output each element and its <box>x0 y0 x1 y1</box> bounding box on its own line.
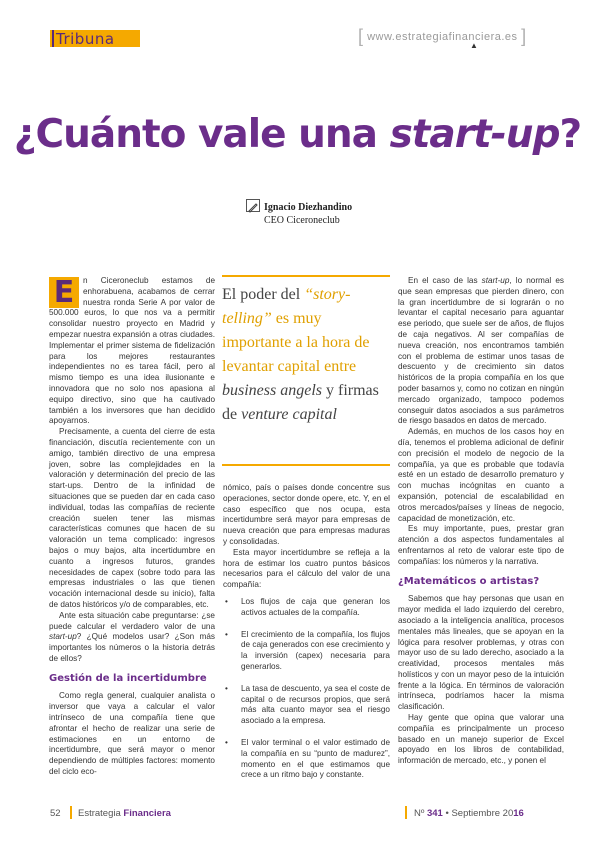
paragraph: Esta mayor incertidumbre se refleja a la hora de estimar los cuatro puntos básicos necesarios para el cálculo del valor de una compañía: <box>223 547 390 590</box>
list-item: • Los flujos de caja que generan los activos actuales de la compañía. <box>225 596 390 617</box>
paragraph: E n Ciceroneclub estamos de enhorabuena, acabamos de cerrar nuestra ronda Serie A por valor de 500.000 euros, lo que nos va a permitir consolidar nuestro proyecto en Madrid y empezar nuestra expansión a otras ciudades. Implementar el primer sistema de fidelización para los mejores restaurantes independientes no es tarea fácil, pero al mismo tiempo es una idea ilusionante e innovadora que no solo nos apasiona al equipo directivo, sino que ha cautivado también a los inversores que han decidido apoyarnos. <box>49 275 215 426</box>
author-role: CEO Ciceroneclub <box>264 215 340 226</box>
section-tag-bar <box>52 30 54 47</box>
cursor-icon: ▲ <box>470 41 478 50</box>
author-block <box>264 201 352 227</box>
list-item: • El valor terminal o el valor estimado de la compañía en su “punto de madurez”, momento en el que estimamos que crece a un ritmo bajo y constante. <box>225 737 390 780</box>
magazine-name: Estrategia Financiera <box>78 808 171 819</box>
column-1 <box>49 276 215 778</box>
paragraph: Hay gente que opina que valorar una compañía es principalmente un proceso basado en un manejo superior de Excel apoyado en los libros de contabilidad, información de mercado, etc., y ponen el <box>398 713 564 766</box>
paragraph: nómico, país o países donde concentre sus operaciones, sector donde opere, etc. Y, en el caso específico que nos ocupa, esta incertidumbre será mayor para empresas de nueva creación que para empresas maduras y consolidadas. <box>223 483 390 546</box>
footer-bar-left <box>70 806 72 819</box>
author-pen-icon <box>246 199 260 212</box>
drop-cap: E <box>49 277 79 308</box>
bracket-close: ] <box>521 26 527 46</box>
section-heading: ¿Matemáticos o artistas? <box>398 575 540 587</box>
paragraph: Además, en muchos de los casos hoy en día, tenemos el problema adicional de definir con precisión el modelo de negocio de la compañía, ya que es probable que todavía esté en un estado de desarrollo prematuro y con muchas incógnitas en cuanto a expansión, potencial de escalabilidad en otros mercados/países y líneas de negocio, capacidad de monetización, etc. <box>398 427 564 523</box>
url-text: www.estrategiafinanciera.es <box>367 31 518 43</box>
paragraph: Sabemos que hay personas que usan en mayor medida el lado izquierdo del cerebro, asociado a la inteligencia analítica, procesos mentales más lineales, que se apoyan en la lógica para resolver problemas, y otras con mayor uso de su lado derecho, asociado a la creatividad, procesos mentales más holísticos y con un mayor peso de la intuición frente a la lógica. En términos de valoración intrínseca, podríamos hacer la misma clasificación. <box>398 594 564 712</box>
page-number: 52 <box>50 808 61 819</box>
section-label: Tribuna <box>56 30 115 48</box>
author-name: Ignacio Diezhandino <box>264 202 353 213</box>
section-heading: Gestión de la incertidumbre <box>49 672 207 684</box>
paragraph: Precisamente, a cuenta del cierre de esta financiación, discutía recientemente con un amigo, también directivo de una empresa joven, sobre las complejidades en la valoración y determinación del precio de las start-ups. Dentro de la infinidad de situaciones que se pueden dar en cada caso individual, todas las compañías de reciente creación suelen tener las mismas características comunes que hacen de su valoración un tema complicado: ingresos bajos o muy bajos, alta incertidumbre en cuanto a ingresos futuros, grandes necesidades de capex (sobre todo para las empresas industriales o las que tienen vocación internacional desde su inicio), falta de datos históricos y/o de comparables, etc. <box>49 427 215 609</box>
paragraph: Es muy importante, pues, prestar gran atención a dos aspectos fundamentales al enfrentarnos al reto de valorar este tipo de compañías: los números y la narrativa. <box>398 524 564 566</box>
paragraph: Como regla general, cualquier analista o inversor que vaya a calcular el valor intrínseco de una compañía tiene que afrontar el hecho de realizar una serie de estimaciones en un entorno de incertidumbre, que será mayor o menor dependiendo de múltiples factores: momento del ciclo eco- <box>49 691 215 777</box>
column-2 <box>223 483 390 792</box>
website-url[interactable] <box>358 26 527 50</box>
paragraph: En el caso de las start-up, lo normal es que sean empresas que pierden dinero, con la gran incertidumbre de si lograrán o no levantar el capital necesario para aguantar ese periodo, que suele ser de años, de flujos de caja negativos. Al ser compañías de nueva creación, nos encontramos también con el problema de estimar unos tasas de descuento y de crecimiento sin datos históricos de la propia compañía en los que poder basarnos y, como no cotizan en ningún mercado organizado, tampoco podemos conseguir datos asociados a sus parámetros de riesgo basados en datos de mercado. <box>398 276 564 426</box>
paragraph: Ante esta situación cabe preguntarse: ¿se puede calcular el verdadero valor de una start-up? ¿Qué modelos usar? ¿Son más importantes los números o la historia detrás de ellos? <box>49 610 215 663</box>
list-item: • La tasa de descuento, ya sea el coste de capital o de recursos propios, que será más alta cuanto mayor sea el riesgo asociado a la empresa. <box>225 683 390 726</box>
quote-bottom-rule <box>222 464 390 466</box>
quote-top-rule <box>222 275 390 277</box>
pull-quote: El poder del “story-telling” es muy importante a la hora de levantar capital entre business angels y firmas de venture capital <box>222 286 379 423</box>
footer-bar-right <box>405 806 407 819</box>
article-title: ¿Cuánto vale una start-up? <box>13 112 582 157</box>
list-item: • El crecimiento de la compañía, los flujos de caja generados con ese crecimiento y la inversión (capex) necesaria para generarlos. <box>225 629 390 671</box>
issue-info: Nº 341 • Septiembre 2016 <box>414 808 524 819</box>
bullet-list <box>223 597 390 781</box>
bracket-open: [ <box>358 26 364 46</box>
column-3 <box>398 276 564 767</box>
